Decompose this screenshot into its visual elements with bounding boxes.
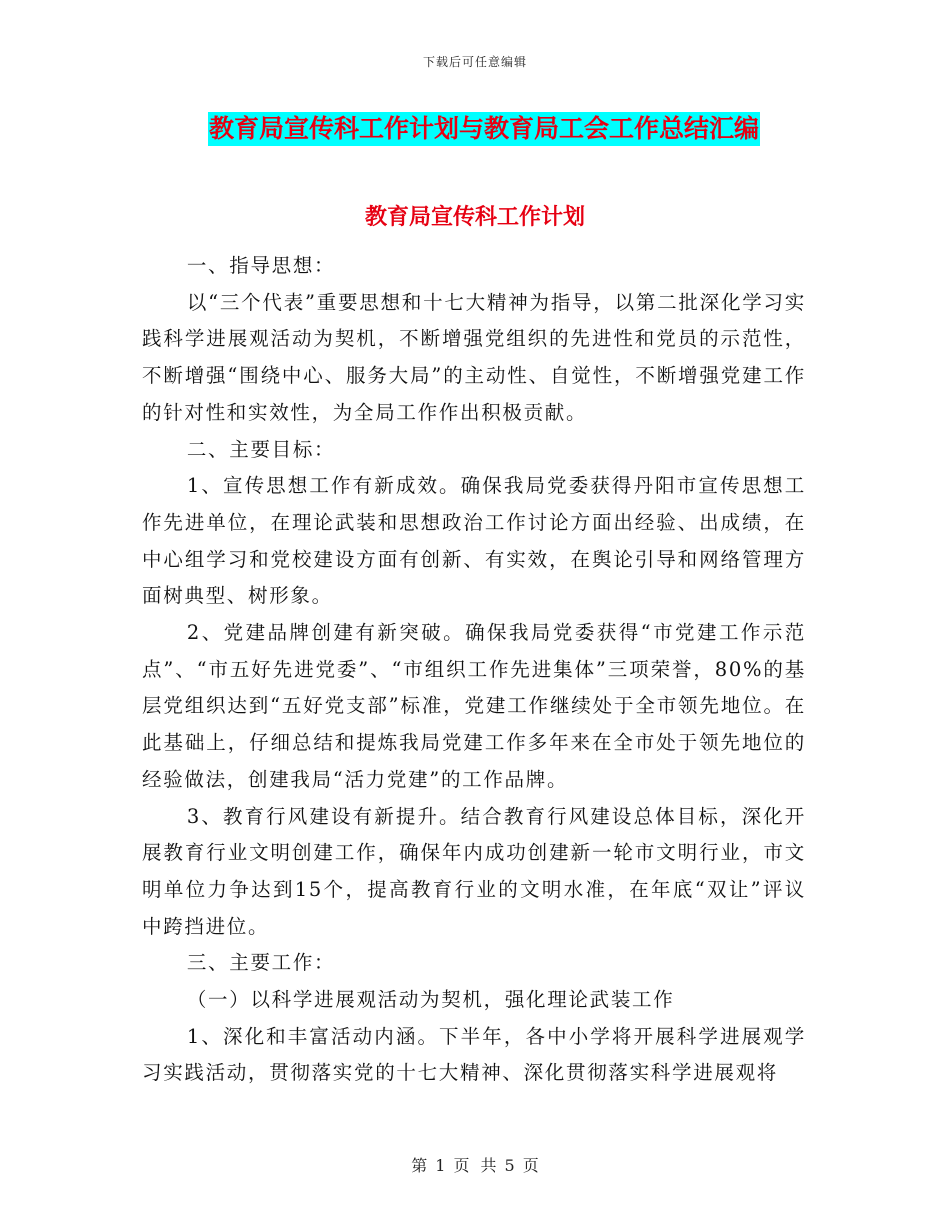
- paragraph-goal-2: 2、党建品牌创建有新突破。确保我局党委获得“市党建工作示范点”、“市五好先进党委”、“市组织工作先进集体”三项荣誉，80%的基层党组织达到“五好党支部”标准，党建工作继续处于全市领先地位。在此基础上，仔细总结和提炼我局党建工作多年来在全市处于领先地位的经验做法，创建我局“活力党建”的工作品牌。: [142, 621, 806, 791]
- footer-prefix: 第: [411, 1156, 428, 1175]
- heading-main-work: 三、主要工作：: [186, 951, 336, 975]
- footer-suffix: 页: [522, 1156, 539, 1175]
- document-body: [142, 248, 806, 1092]
- header-note: 下载后可任意编辑: [422, 55, 527, 69]
- paragraph-goal-1: 1、宣传思想工作有新成效。确保我局党委获得丹阳市宣传思想工作先进单位，在理论武装和思想政治工作讨论方面出经验、出成绩，在中心组学习和党校建设方面有创新、有实效，在舆论引导和网络管理方面树典型、树形象。: [142, 474, 806, 608]
- subheading-work-1: （一）以科学进展观活动为契机，强化理论武装工作: [186, 988, 675, 1012]
- section-title: 教育局宣传科工作计划: [364, 204, 585, 230]
- document-title: 教育局宣传科工作计划与教育局工会工作总结汇编: [208, 112, 760, 146]
- paragraph-goal-3: 3、教育行风建设有新提升。结合教育行风建设总体目标，深化开展教育行业文明创建工作，确保年内成功创建新一轮市文明行业，市文明单位力争达到15个，提高教育行业的文明水准，在年底“双让”评议中跨挡进位。: [142, 804, 806, 938]
- page-footer: [0, 1153, 950, 1176]
- page-number-current: 1: [435, 1156, 446, 1175]
- heading-guiding-ideology: 一、指导思想：: [186, 254, 336, 277]
- paragraph-guiding-ideology: 以“三个代表”重要思想和十七大精神为指导，以第二批深化学习实践科学进展观活动为契机，不断增强党组织的先进性和党员的示范性，不断增强“围绕中心、服务大局”的主动性、自觉性，不断增强党建工作的针对性和实效性，为全局工作作出积极贡献。: [142, 290, 806, 424]
- page-number-total: 5: [504, 1156, 515, 1175]
- document-title-container: [208, 112, 790, 146]
- heading-main-goals: 二、主要目标：: [186, 437, 336, 461]
- paragraph-work-1-1: 1、深化和丰富活动内涵。下半年，各中小学将开展科学进展观学习实践活动，贯彻落实党的十七大精神、深化贯彻落实科学进展观将: [142, 1024, 806, 1085]
- footer-mid: 页 共: [453, 1156, 497, 1175]
